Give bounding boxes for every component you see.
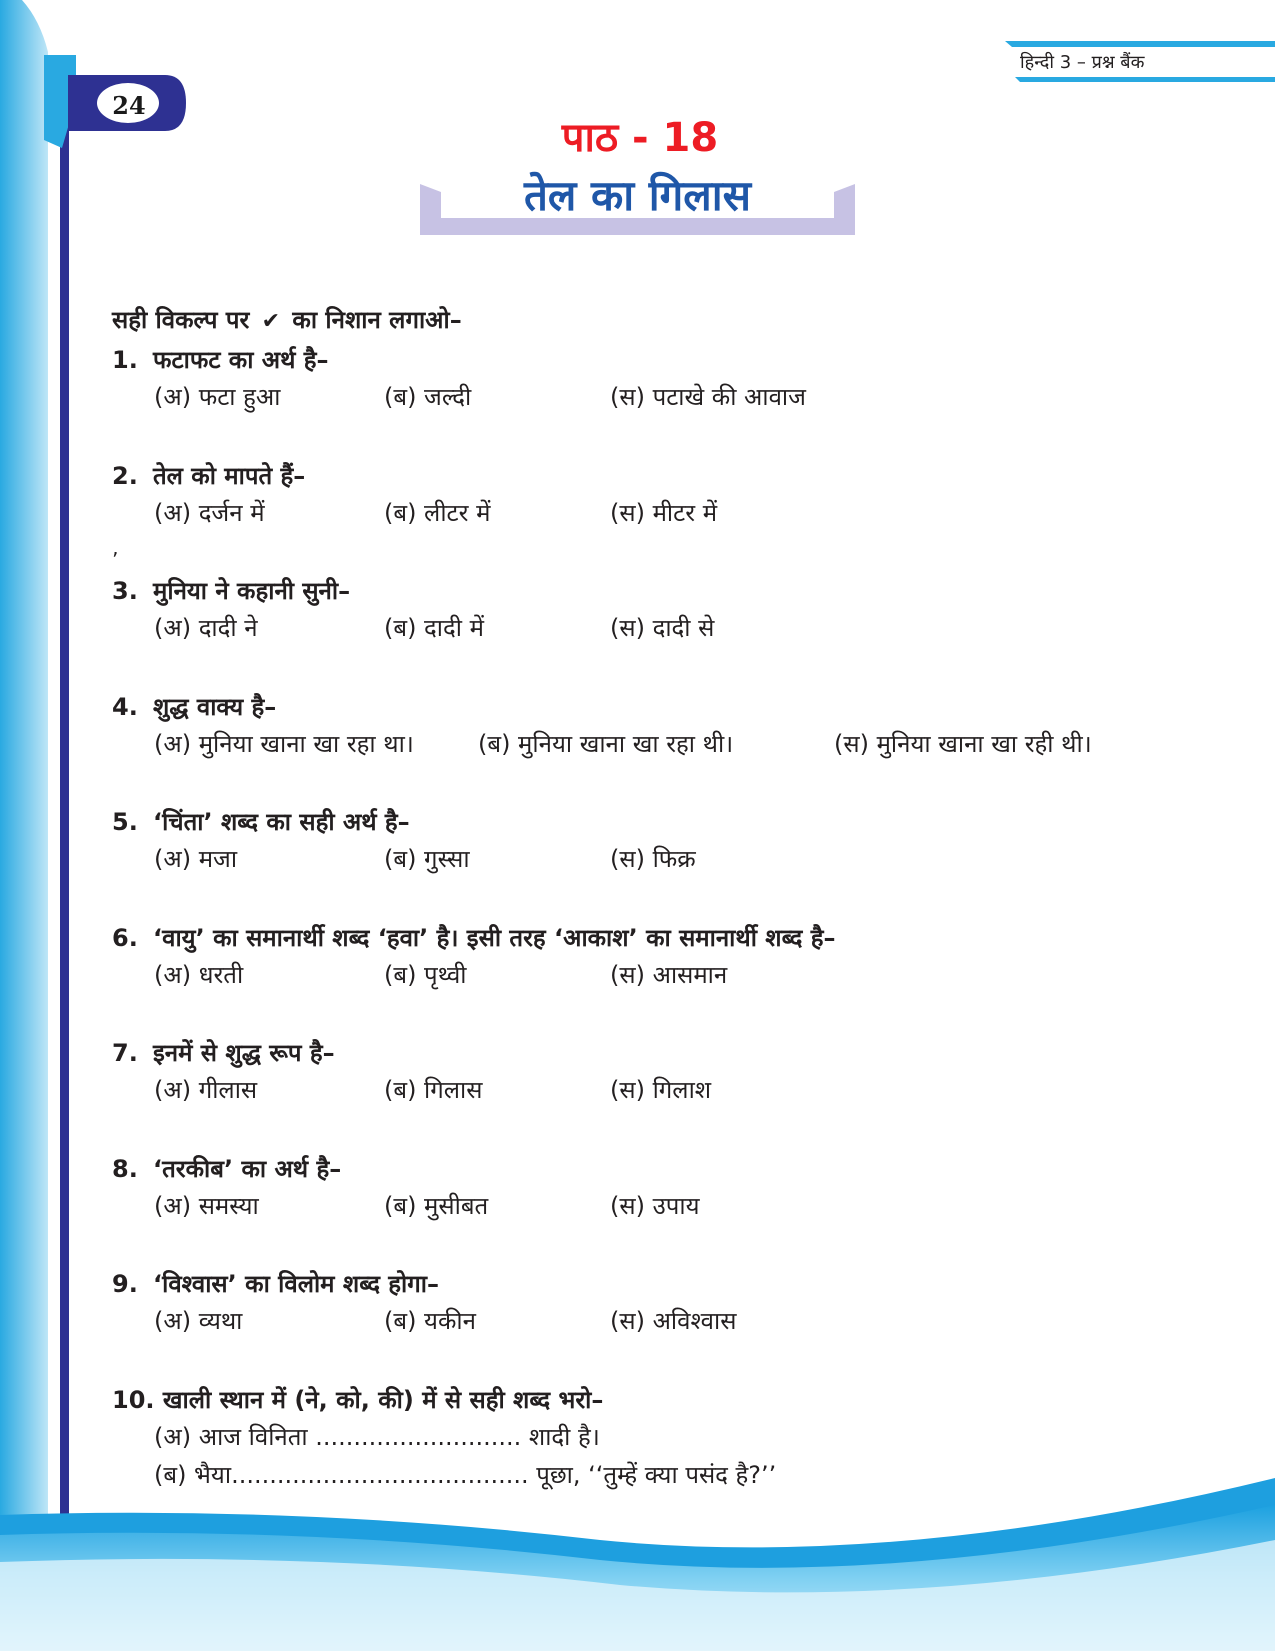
question-number: 9. (112, 1270, 138, 1298)
option-b: (ब) मुनिया खाना खा रहा थी। (478, 730, 734, 758)
question-9 (112, 1266, 1192, 1340)
question-3 (112, 573, 1192, 647)
option-a: (अ) दादी ने (154, 614, 258, 642)
option-c: (स) फिक्र (610, 845, 696, 873)
question-number: 4. (112, 693, 138, 721)
question-2 (112, 458, 1192, 532)
lesson-title: तेल का गिलास (523, 171, 752, 220)
option-b: (ब) यकीन (384, 1307, 476, 1335)
lesson-title-banner (420, 160, 855, 235)
stray-mark: ’ (112, 548, 119, 572)
question-text: शुद्ध वाक्य है– (153, 693, 277, 721)
question-text: ‘विश्वास’ का विलोम शब्द होगा– (153, 1270, 439, 1298)
option-c: (स) आसमान (610, 961, 728, 989)
option-a: (अ) समस्या (154, 1192, 259, 1220)
question-number: 8. (112, 1155, 138, 1183)
question-number: 7. (112, 1039, 138, 1067)
option-c: (स) दादी से (610, 614, 715, 642)
question-7 (112, 1035, 1192, 1109)
question-number: 6. (112, 924, 138, 952)
question-number: 5. (112, 808, 138, 836)
question-6 (112, 920, 1192, 994)
question-text: तेल को मापते हैं– (153, 462, 306, 490)
option-a: (अ) दर्जन में (154, 499, 265, 527)
instruction (112, 303, 462, 336)
question-number: 3. (112, 577, 138, 605)
option-c: (स) गिलाश (610, 1076, 712, 1104)
option-b: (ब) जल्दी (384, 383, 472, 411)
question-10 (112, 1382, 1192, 1494)
question-number: 2. (112, 462, 138, 490)
option-a: (अ) गीलास (154, 1076, 258, 1104)
option-c: (स) पटाखे की आवाज (610, 383, 806, 411)
option-b: (ब) पृथ्वी (384, 961, 467, 989)
option-a: (अ) फटा हुआ (154, 383, 281, 411)
running-header: हिन्दी 3 – प्रश्न बैंक (1020, 52, 1145, 73)
question-text: खाली स्थान में (ने, को, की) में से सही शब्द भरो– (162, 1386, 604, 1414)
check-mark-icon: ✔ (261, 309, 281, 334)
question-text: मुनिया ने कहानी सुनी– (153, 577, 351, 605)
lesson-number: पाठ - 18 (561, 115, 719, 161)
option-a: (अ) मजा (154, 845, 238, 873)
question-text: ‘चिंता’ शब्द का सही अर्थ है– (153, 808, 410, 836)
page-number: 24 (112, 90, 146, 120)
option-b: (ब) गिलास (384, 1076, 483, 1104)
option-a: (अ) व्यथा (154, 1307, 243, 1335)
option-b: (ब) दादी में (384, 614, 484, 642)
question-8 (112, 1151, 1192, 1225)
fill-blank-b: (ब) भैया....................................... पूछा, ‘‘तुम्हें क्या पसंद है?’’ (154, 1461, 777, 1489)
question-text: ‘तरकीब’ का अर्थ है– (153, 1155, 342, 1183)
fill-blank-a: (अ) आज विनिता ........................... शादी है। (154, 1423, 600, 1451)
question-number: 10. (112, 1386, 155, 1414)
option-b: (ब) गुस्सा (384, 845, 470, 873)
instruction-text-before: सही विकल्प पर (112, 306, 250, 334)
option-b: (ब) लीटर में (384, 499, 491, 527)
question-5 (112, 804, 1192, 878)
option-b: (ब) मुसीबत (384, 1192, 489, 1220)
option-c: (स) मीटर में (610, 499, 718, 527)
question-4 (112, 689, 1192, 763)
question-1 (112, 342, 1192, 416)
option-c: (स) मुनिया खाना खा रही थी। (834, 730, 1092, 758)
question-text: फटाफट का अर्थ है– (153, 346, 329, 374)
option-c: (स) अविश्वास (610, 1307, 737, 1335)
option-a: (अ) मुनिया खाना खा रहा था। (154, 730, 414, 758)
question-text: इनमें से शुद्ध रूप है– (153, 1039, 335, 1067)
option-c: (स) उपाय (610, 1192, 700, 1220)
question-number: 1. (112, 346, 138, 374)
option-a: (अ) धरती (154, 961, 244, 989)
question-text: ‘वायु’ का समानार्थी शब्द ‘हवा’ है। इसी तरह ‘आकाश’ का समानार्थी शब्द है– (153, 924, 836, 952)
instruction-text-after: का निशान लगाओ– (292, 306, 462, 334)
